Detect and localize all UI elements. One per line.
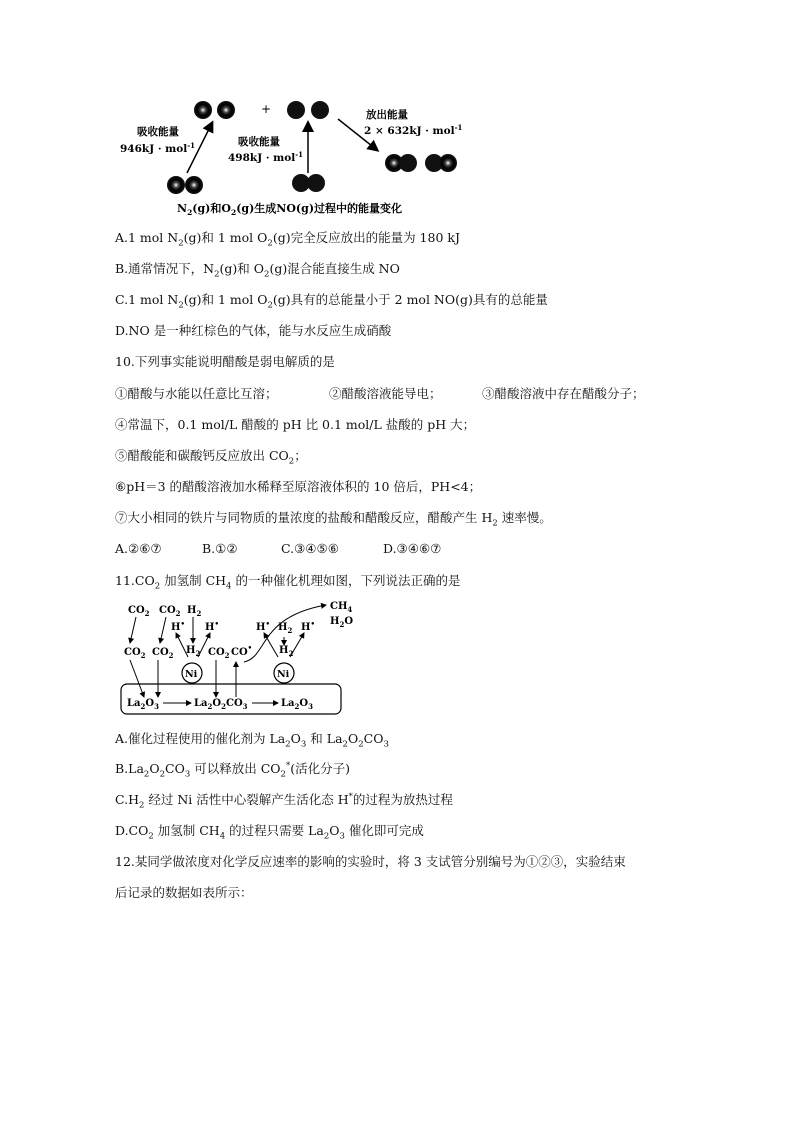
q11-option-a: A.催化过程使用的催化剂为 $La_2O_3$ 和 $La_2O_2CO_3$ — [115, 731, 389, 750]
q10-option-d: D.③④⑥⑦ — [383, 541, 442, 556]
h-radical: H• — [171, 619, 185, 633]
mech-arrow — [264, 633, 278, 657]
mech-arrow — [130, 660, 144, 697]
co2-label: $CO_2$ — [128, 605, 150, 618]
energy-diagram — [115, 93, 495, 218]
q10-option-c: C.③④⑤⑥ — [281, 541, 339, 556]
plus-sign: + — [261, 102, 272, 116]
absorb-label-o2: 吸收能量 — [238, 136, 280, 148]
q10-option-b: B.①② — [202, 541, 238, 556]
q9-option-b: B.通常情况下，$N_2(g)$和 $O_2(g)$混合能直接生成 NO — [115, 261, 400, 280]
no-molecule — [439, 154, 457, 172]
ni-label: Ni — [277, 669, 290, 680]
absorb-label-n2: 吸收能量 — [137, 126, 179, 138]
q12-stem-line1: 12.某同学做浓度对化学反应速率的影响的实验时，将 3 支试管分别编号为①②③，实验结束 — [115, 854, 626, 869]
o2-molecule — [307, 174, 325, 192]
n-atom — [217, 101, 235, 119]
co2-adsorbed-label: $CO_2$ — [152, 647, 174, 660]
n2-energy-label: 946kJ · mol$^{-1}$ — [120, 141, 196, 155]
q10-statement-7: ⑦大小相同的铁片与同物质的量浓度的盐酸和醋酸反应，醋酸产生 $H_2$ 速率慢。 — [115, 510, 552, 529]
q10-statement-2: ②醋酸溶液能导电； — [329, 386, 442, 401]
h2-label: $H_2$ — [187, 605, 202, 618]
h-radical: H• — [205, 619, 219, 633]
la2o2co3-label: $La_2O_2CO_3$ — [194, 698, 248, 711]
q9-option-a: A.1 mol $N_2(g)$和 1 mol $O_2(g)$完全反应放出的能量为 180 kJ — [115, 230, 460, 249]
no-molecule — [399, 154, 417, 172]
n-atom — [194, 101, 212, 119]
h-radical: H• — [301, 619, 315, 633]
h-radical: H• — [256, 619, 270, 633]
release-label: 放出能量 — [366, 109, 408, 121]
q10-statement-3: ③醋酸溶液中存在醋酸分子； — [482, 386, 645, 401]
q10-statement-4: ④常温下，0.1 mol/L 醋酸的 pH 比 0.1 mol/L 盐酸的 pH 大； — [115, 417, 476, 432]
q12-stem-line2: 后记录的数据如表所示： — [115, 885, 253, 900]
q10-option-a: A.②⑥⑦ — [115, 541, 162, 556]
o2-energy-label: 498kJ · mol$^{-1}$ — [228, 150, 304, 164]
o-atom — [287, 101, 305, 119]
ni-label: Ni — [185, 669, 198, 680]
release-energy-label: 2 × 632kJ · mol$^{-1}$ — [364, 123, 463, 137]
co2-activated-label: CO• — [231, 643, 253, 658]
q10-statement-5: ⑤醋酸能和碳酸钙反应放出 $CO_2$； — [115, 448, 307, 467]
n2-molecule — [185, 176, 203, 194]
q11-stem: $11.CO_2$ 加氢制 $CH_4$ 的一种催化机理如图，下列说法正确的是 — [115, 573, 461, 592]
co2-adsorbed-label: $CO_2$ — [124, 647, 146, 660]
figure-caption: $N_2(g)$和$O_2(g)$生成NO(g)过程中的能量变化 — [177, 202, 403, 217]
h2-label: $H_2$ — [278, 622, 293, 635]
q11-option-d: $D.CO_2$ 加氢制 $CH_4$ 的过程只需要 $La_2O_3$ 催化即可完成 — [115, 823, 424, 842]
mech-arrow — [160, 617, 166, 643]
mech-arrow — [290, 633, 304, 657]
h2o-label: $H_2O$ — [330, 616, 354, 629]
h2-adsorbed-label: $H_2$ — [279, 645, 294, 658]
q11-option-b: $B.La_2O_2CO_3$ 可以释放出 $CO_2^*$(活化分子) — [115, 760, 350, 780]
h2-adsorbed-label: $H_2$ — [186, 645, 201, 658]
q9-option-c: C.1 mol $N_2(g)$和 1 mol $O_2(g)$具有的总能量小于 2 mol NO(g)具有的总能量 — [115, 292, 548, 311]
la2o3-label: $La_2O_3$ — [127, 698, 159, 711]
q9-option-d: D.NO 是一种红棕色的气体，能与水反应生成硝酸 — [115, 323, 392, 338]
o-atom — [311, 101, 329, 119]
co2-label: $CO_2$ — [159, 605, 181, 618]
la2o3-label: $La_2O_3$ — [281, 698, 313, 711]
q10-stem: 10.下列事实能说明醋酸是弱电解质的是 — [115, 354, 335, 369]
mech-arrow — [130, 617, 136, 643]
catalysis-mechanism-diagram — [118, 597, 354, 719]
q10-statement-6: ⑥pH＝3 的醋酸溶液加水稀释至原溶液体积的 10 倍后，PH<4； — [115, 479, 482, 494]
ch4-label: $CH_4$ — [330, 601, 353, 614]
n2-molecule — [167, 176, 185, 194]
q10-statement-1: ①醋酸与水能以任意比互溶； — [115, 386, 278, 401]
q11-option-c: $C.H_2$ 经过 Ni 活性中心裂解产生活化态 H*的过程为放热过程 — [115, 791, 453, 811]
co2-activated-label: $CO_2$ — [208, 647, 230, 660]
